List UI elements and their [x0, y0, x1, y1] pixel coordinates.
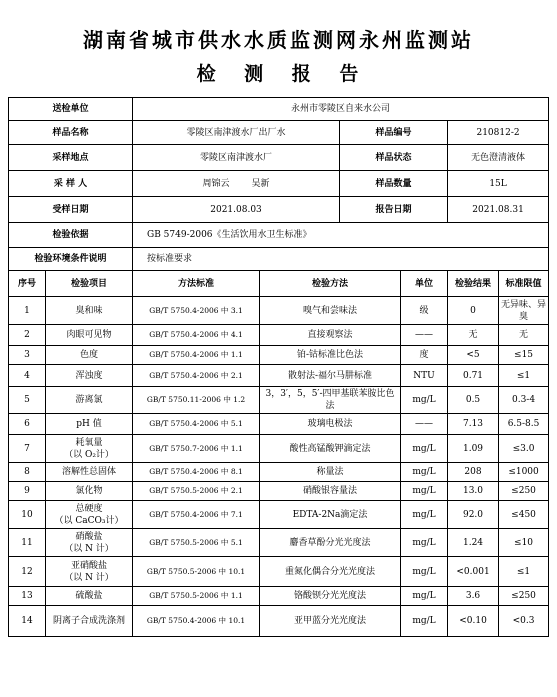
table-row	[9, 435, 549, 463]
row-method: 3，3′，5，5′-四甲基联苯胺比色法	[260, 387, 401, 414]
row-std: GB/T 5750.5-2006 中 1.1	[133, 587, 260, 606]
sample-no-value: 210812-2	[448, 121, 549, 145]
row-no: 6	[9, 414, 46, 435]
row-result: 0.5	[448, 387, 499, 414]
table-row	[9, 606, 549, 637]
sample-name-label: 样品名称	[9, 121, 133, 145]
row-item-name: pH 值	[76, 419, 102, 429]
row-unit: mg/L	[401, 606, 448, 637]
row-result: 1.09	[448, 435, 499, 463]
row-limit: ≤1	[499, 365, 549, 387]
info-row-sampler	[9, 171, 549, 197]
row-result: 0	[448, 297, 499, 325]
row-result: 92.0	[448, 501, 499, 529]
row-item	[46, 414, 133, 435]
sampler-label: 采 样 人	[9, 171, 133, 197]
row-std: GB/T 5750.5-2006 中 2.1	[133, 482, 260, 501]
row-method: 嗅气和尝味法	[260, 297, 401, 325]
row-result: 1.24	[448, 529, 499, 557]
header-no: 序号	[9, 271, 46, 297]
row-item-name: 浑浊度	[75, 370, 103, 381]
row-unit: mg/L	[401, 557, 448, 587]
row-std: GB/T 5750.4-2006 中 3.1	[133, 297, 260, 325]
row-unit: mg/L	[401, 501, 448, 529]
row-item	[46, 365, 133, 387]
basis-value: GB 5749-2006《生活饮用水卫生标准》	[133, 223, 549, 248]
row-no: 8	[9, 463, 46, 482]
row-method: 直接观察法	[260, 325, 401, 346]
row-limit: <0.3	[499, 606, 549, 637]
header-item: 检验项目	[46, 271, 133, 297]
sampling-site-label: 采样地点	[9, 145, 133, 171]
results-header-row	[9, 271, 549, 297]
table-row	[9, 325, 549, 346]
sampler-value	[133, 171, 340, 197]
row-std: GB/T 5750.4-2006 中 8.1	[133, 463, 260, 482]
sample-state-label: 样品状态	[340, 145, 448, 171]
row-item	[46, 501, 133, 529]
row-unit: ——	[401, 414, 448, 435]
row-unit: NTU	[401, 365, 448, 387]
table-row	[9, 414, 549, 435]
info-row-env	[9, 248, 549, 271]
row-item	[46, 587, 133, 606]
client-value: 永州市零陵区自来水公司	[133, 98, 549, 121]
row-item	[46, 435, 133, 463]
row-std: GB/T 5750.7-2006 中 1.1	[133, 435, 260, 463]
row-item	[46, 606, 133, 637]
row-limit: 无异味、异臭	[499, 297, 549, 325]
row-limit: ≤250	[499, 482, 549, 501]
sample-qty-value: 15L	[448, 171, 549, 197]
report-date-label: 报告日期	[340, 197, 448, 223]
sample-no-label: 样品编号	[340, 121, 448, 145]
row-method: 亚甲蓝分光光度法	[260, 606, 401, 637]
row-no: 10	[9, 501, 46, 529]
row-item-name: 耗氧量	[75, 437, 103, 448]
row-method: 麝香草酚分光光度法	[260, 529, 401, 557]
row-unit: ——	[401, 325, 448, 346]
row-result: <0.10	[448, 606, 499, 637]
row-no: 13	[9, 587, 46, 606]
row-item-name: 色度	[80, 350, 99, 360]
row-result: 208	[448, 463, 499, 482]
row-result: 7.13	[448, 414, 499, 435]
row-item	[46, 463, 133, 482]
row-item-name: 氯化物	[75, 486, 103, 496]
row-result: 无	[448, 325, 499, 346]
report-date-value: 2021.08.31	[448, 197, 549, 223]
row-no: 1	[9, 297, 46, 325]
row-item-name: 总硬度	[75, 503, 103, 514]
row-std: GB/T 5750.11-2006 中 1.2	[133, 387, 260, 414]
row-std: GB/T 5750.4-2006 中 7.1	[133, 501, 260, 529]
header-std: 方法标准	[133, 271, 260, 297]
row-item-name: 硝酸盐	[75, 531, 103, 542]
row-limit: 0.3-4	[499, 387, 549, 414]
row-method: 硝酸银容量法	[260, 482, 401, 501]
table-row	[9, 587, 549, 606]
row-limit: 无	[499, 325, 549, 346]
row-limit: ≤15	[499, 346, 549, 365]
row-no: 2	[9, 325, 46, 346]
received-label: 受样日期	[9, 197, 133, 223]
row-item-name: 硫酸盐	[75, 591, 103, 601]
row-std: GB/T 5750.4-2006 中 5.1	[133, 414, 260, 435]
row-method: 铂-钴标准比色法	[260, 346, 401, 365]
table-row	[9, 529, 549, 557]
basis-label: 检验依据	[9, 223, 133, 248]
client-label: 送检单位	[9, 98, 133, 121]
row-result: 3.6	[448, 587, 499, 606]
table-row	[9, 387, 549, 414]
row-item-name: 亚硝酸盐	[71, 560, 108, 571]
table-row	[9, 346, 549, 365]
info-row-dates	[9, 197, 549, 223]
row-no: 5	[9, 387, 46, 414]
row-unit: 度	[401, 346, 448, 365]
row-item-basis: （以 N 计）	[64, 572, 114, 583]
row-unit: mg/L	[401, 482, 448, 501]
table-row	[9, 482, 549, 501]
sampler-1: 周锦云	[202, 178, 230, 189]
row-item	[46, 346, 133, 365]
row-no: 12	[9, 557, 46, 587]
row-limit: ≤1	[499, 557, 549, 587]
header-result: 检验结果	[448, 271, 499, 297]
row-limit: 6.5-8.5	[499, 414, 549, 435]
row-item	[46, 482, 133, 501]
report-org-title: 湖南省城市供水水质监测网永州监测站	[83, 28, 474, 52]
env-label: 检验环境条件说明	[9, 248, 133, 271]
row-limit: ≤3.0	[499, 435, 549, 463]
row-no: 14	[9, 606, 46, 637]
header-limit: 标准限值	[499, 271, 549, 297]
row-unit: 级	[401, 297, 448, 325]
row-limit: ≤1000	[499, 463, 549, 482]
row-result: 13.0	[448, 482, 499, 501]
row-limit: ≤10	[499, 529, 549, 557]
row-item	[46, 387, 133, 414]
row-no: 4	[9, 365, 46, 387]
row-no: 7	[9, 435, 46, 463]
received-value: 2021.08.03	[133, 197, 340, 223]
header-method: 检验方法	[260, 271, 401, 297]
row-item-name: 游离氯	[75, 395, 103, 405]
table-row	[9, 365, 549, 387]
env-value: 按标准要求	[133, 248, 549, 271]
row-std: GB/T 5750.4-2006 中 4.1	[133, 325, 260, 346]
row-std: GB/T 5750.4-2006 中 10.1	[133, 606, 260, 637]
row-result: <0.001	[448, 557, 499, 587]
row-method: 称量法	[260, 463, 401, 482]
row-no: 3	[9, 346, 46, 365]
sample-qty-label: 样品数量	[340, 171, 448, 197]
info-row-basis	[9, 223, 549, 248]
header-unit: 单位	[401, 271, 448, 297]
result-rows	[9, 297, 549, 637]
row-method: 铬酸钡分光光度法	[260, 587, 401, 606]
sampler-2: 吴新	[251, 178, 270, 189]
row-no: 9	[9, 482, 46, 501]
table-row	[9, 557, 549, 587]
row-method: 玻璃电极法	[260, 414, 401, 435]
row-std: GB/T 5750.5-2006 中 5.1	[133, 529, 260, 557]
row-method: 重氮化偶合分光光度法	[260, 557, 401, 587]
sample-name-value: 零陵区南津渡水厂出厂水	[133, 121, 340, 145]
row-unit: mg/L	[401, 387, 448, 414]
row-method: EDTA-2Na滴定法	[260, 501, 401, 529]
row-method: 散射法-福尔马肼标准	[260, 365, 401, 387]
report-title: 检 测 报 告	[196, 63, 361, 85]
row-limit: ≤250	[499, 587, 549, 606]
row-method: 酸性高锰酸钾滴定法	[260, 435, 401, 463]
row-unit: mg/L	[401, 529, 448, 557]
row-unit: mg/L	[401, 435, 448, 463]
row-item-basis: （以 CaCO₃计）	[54, 515, 124, 526]
row-limit: ≤450	[499, 501, 549, 529]
row-item-basis: （以 N 计）	[64, 543, 114, 554]
row-no: 11	[9, 529, 46, 557]
row-item	[46, 557, 133, 587]
row-std: GB/T 5750.4-2006 中 1.1	[133, 346, 260, 365]
row-item	[46, 297, 133, 325]
row-result: 0.71	[448, 365, 499, 387]
table-row	[9, 501, 549, 529]
row-std: GB/T 5750.5-2006 中 10.1	[133, 557, 260, 587]
row-result: <5	[448, 346, 499, 365]
row-item	[46, 529, 133, 557]
info-row-sample	[9, 121, 549, 145]
row-item	[46, 325, 133, 346]
row-item-name: 溶解性总固体	[62, 467, 117, 477]
row-item-basis: （以 O₂计）	[64, 449, 114, 460]
row-unit: mg/L	[401, 587, 448, 606]
sample-state-value: 无色澄清液体	[448, 145, 549, 171]
info-row-client	[9, 98, 549, 121]
row-item-name: 臭和味	[75, 305, 103, 316]
row-unit: mg/L	[401, 463, 448, 482]
table-row	[9, 297, 549, 325]
row-item-name: 阴离子合成洗涤剂	[53, 616, 126, 626]
report-table	[8, 97, 549, 637]
info-row-site	[9, 145, 549, 171]
table-row	[9, 463, 549, 482]
row-std: GB/T 5750.4-2006 中 2.1	[133, 365, 260, 387]
sampling-site-value: 零陵区南津渡水厂	[133, 145, 340, 171]
row-item-name: 肉眼可见物	[66, 330, 112, 340]
